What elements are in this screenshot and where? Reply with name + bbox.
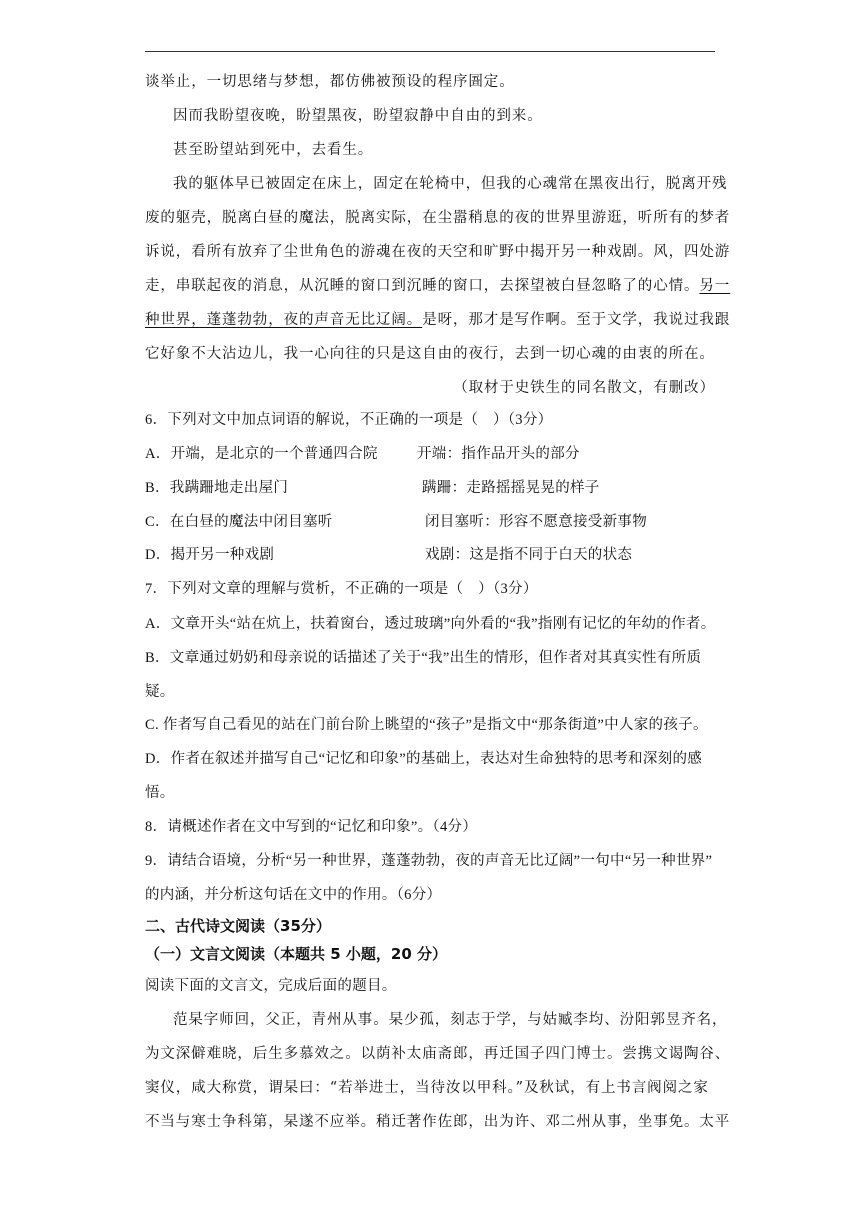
passage-line: 诉说，看所有放弃了尘世角色的游魂在夜的天空和旷野中揭开另一种戏剧。风，四处游 (145, 244, 731, 260)
q7-option-b: B．文章通过奶奶和母亲说的话描述了关于“我”出生的情形，但作者对其真实性有所质 (145, 650, 702, 666)
option-gloss: 戏剧：这是指不同于白天的状态 (425, 547, 633, 563)
q7-option-d: D．作者在叙述并描写自己“记忆和印象”的基础上，表达对生命独特的思考和深刻的感 (145, 751, 703, 767)
passage-line: 谈举止，一切思绪与梦想，都仿佛被预设的程序圄定。 (145, 74, 515, 90)
option-gloss: 开端：指作品开头的部分 (417, 446, 580, 462)
q7-option-d-cont: 悟。 (145, 785, 175, 801)
option-text: D．揭开另一种戏剧 (145, 547, 275, 563)
passage-line: 我的躯体早已被固定在床上，固定在轮椅中，但我的心魂常在黑夜出行，脱离开残 (173, 176, 728, 192)
q7-option-c: C. 作者写自己看见的站在门前台阶上眺望的“孩子”是指文中“那条街道”中人家的孩子。 (145, 717, 708, 733)
q6-option-a (145, 444, 720, 464)
passage-text: 是呀，那才是写作啊。至于文学，我说过我跟 (422, 312, 731, 328)
passage-line: 它好象不大沾边儿，我一心向往的只是这自由的夜行，去到一切心魂的由衷的所在。 (145, 346, 715, 362)
underlined-sentence: 种世界，蓬蓬勃勃，夜的声音无比辽阔。 (145, 312, 423, 328)
question-6-stem: 6．下列对文中加点词语的解说，不正确的一项是（ ）（3分） (145, 412, 553, 428)
passage-line: 废的躯壳，脱离白昼的魔法，脱离实际，在尘嚣稍息的夜的世界里游逛，听所有的梦者 (145, 210, 731, 226)
passage-line (145, 276, 731, 296)
underlined-sentence: 另一 (699, 278, 731, 294)
classical-line: 为文深僻难晓，后生多慕效之。以荫补太庙斋郎，再迁国子四门博士。尝携文谒陶谷、 (145, 1046, 731, 1062)
question-9-cont: 的内涵，并分析这句话在文中的作用。（6分） (145, 887, 442, 903)
q6-option-d (145, 545, 720, 565)
section-heading: 二、古代诗文阅读（35分） (145, 917, 331, 935)
q6-option-c (145, 512, 720, 532)
q7-option-a: A．文章开头“站在炕上，扶着窗台，透过玻璃”向外看的“我”指刚有记忆的年幼的作者。 (145, 616, 716, 632)
classical-line: 窦仪，咸大称赏，谓杲曰：“若举进士，当待汝以甲科。”及秋试，有上书言阀阅之家 (145, 1080, 709, 1096)
q6-option-b (145, 478, 720, 498)
classical-line: 不当与寒士争科第，杲遂不应举。稍迁著作佐郎，出为许、邓二州从事，坐事免。太平 (145, 1114, 731, 1130)
passage-line: 因而我盼望夜晚，盼望黑夜，盼望寂静中自由的到来。 (173, 108, 543, 124)
option-gloss: 蹒跚：走路摇摇晃晃的样子 (422, 480, 600, 496)
header-rule (145, 51, 715, 52)
option-text: A．开端，是北京的一个普通四合院 (145, 446, 378, 462)
option-text: C．在白昼的魔法中闭目塞听 (145, 514, 333, 530)
passage-text: 走，串联起夜的消息，从沉睡的窗口到沉睡的窗口，去探望被白昼忽略了的心情。 (145, 278, 700, 294)
option-text: B．我蹒跚地走出屋门 (145, 480, 289, 496)
option-gloss: 闭目塞听：形容不愿意接受新事物 (425, 514, 647, 530)
instruction: 阅读下面的文言文，完成后面的题目。 (145, 978, 397, 994)
classical-line: 范杲字师回，父正，青州从事。杲少孤，刻志于学，与姑臧李均、汾阳郭昱齐名， (173, 1012, 728, 1028)
q7-option-b-cont: 疑。 (145, 684, 175, 700)
source-note: （取材于史铁生的同名散文，有删改） (453, 380, 715, 396)
passage-line: 甚至盼望站到死中，去看生。 (173, 142, 374, 158)
question-9: 9．请结合语境，分析“另一种世界，蓬蓬勃勃，夜的声音无比辽阔”一句中“另一种世界” (145, 853, 713, 869)
question-8: 8．请概述作者在文中写到的“记忆和印象”。（4分） (145, 819, 478, 835)
subsection-heading: （一）文言文阅读（本题共 5 小题，20 分） (145, 945, 447, 963)
passage-line (145, 310, 731, 330)
question-7-stem: 7．下列对文章的理解与赏析，不正确的一项是（ ）（3分） (145, 581, 538, 597)
